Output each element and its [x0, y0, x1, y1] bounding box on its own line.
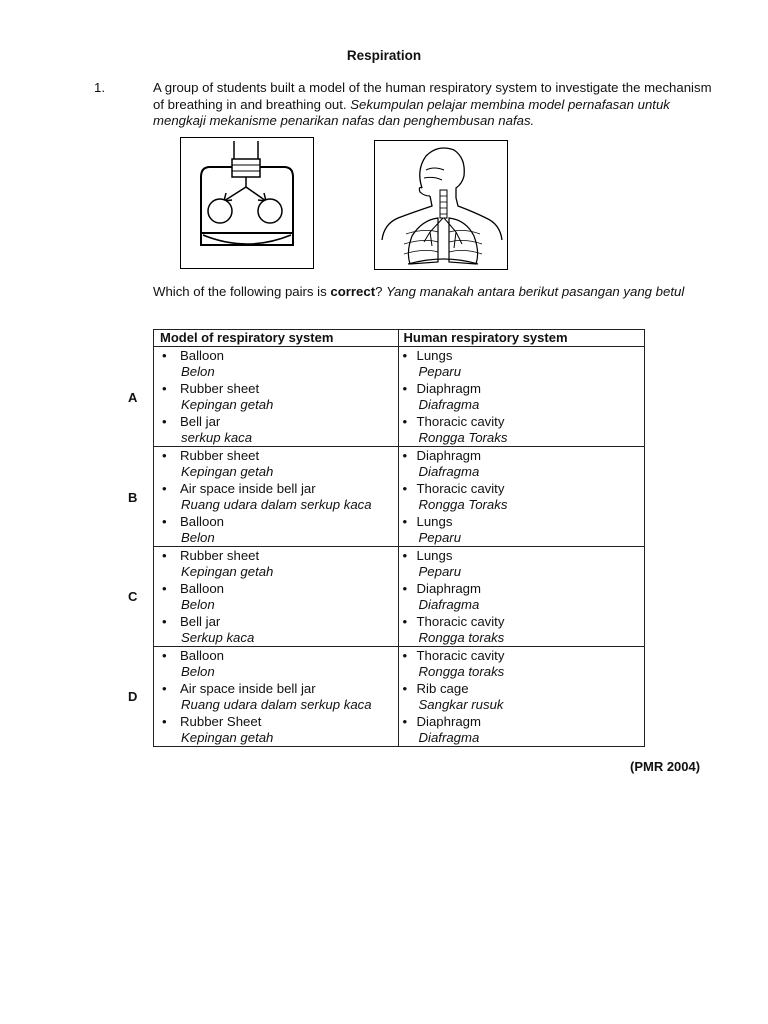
column-header-human: Human respiratory system	[398, 330, 645, 347]
item-translation: Belon	[181, 597, 215, 613]
item-label: Balloon	[180, 580, 224, 596]
item-label: Rubber sheet	[180, 380, 260, 396]
item-label: Balloon	[180, 513, 224, 529]
bullet-icon: •	[162, 648, 167, 663]
answer-options-table	[153, 329, 645, 747]
bullet-icon: •	[162, 413, 167, 429]
bell-jar-model-figure	[180, 137, 314, 269]
bullet-icon: •	[402, 380, 408, 396]
list-item	[399, 548, 645, 564]
item-translation: Rongga Toraks	[418, 430, 508, 446]
item-label: Rubber sheet	[180, 548, 260, 563]
item-translation: Rongga Toraks	[418, 497, 508, 513]
prompt-text-bold: correct	[330, 284, 376, 299]
question-text	[153, 80, 713, 130]
option-letter: D	[128, 688, 138, 704]
bullet-icon: •	[162, 680, 167, 696]
list-item	[154, 548, 398, 564]
list-item	[154, 614, 398, 630]
list-item	[154, 348, 398, 364]
table-row	[154, 347, 645, 447]
model-cell	[154, 347, 399, 447]
question-number: 1.	[94, 80, 105, 95]
table-header-row	[154, 330, 645, 347]
bullet-icon: •	[402, 348, 408, 363]
list-item	[154, 714, 398, 730]
item-label: Balloon	[180, 348, 224, 363]
item-label: Bell jar	[180, 413, 221, 429]
item-label: Thoracic cavity	[416, 413, 505, 429]
list-item	[154, 681, 398, 697]
item-label: Diaphragm	[416, 580, 482, 596]
list-item	[154, 381, 398, 397]
item-translation: Kepingan getah	[181, 730, 274, 746]
list-item	[399, 414, 645, 430]
item-translation: Belon	[181, 364, 215, 380]
item-label: Diaphragm	[416, 713, 482, 729]
item-translation: Diafragma	[418, 397, 480, 413]
bullet-icon: •	[162, 448, 167, 463]
list-item	[154, 581, 398, 597]
list-item	[154, 514, 398, 530]
source-label: (PMR 2004)	[630, 759, 701, 774]
item-translation: serkup kaca	[181, 430, 253, 446]
option-letter: C	[128, 589, 138, 604]
item-label: Thoracic cavity	[416, 613, 505, 629]
item-translation: Diafragma	[418, 730, 480, 746]
human-cell	[398, 547, 645, 647]
list-item	[154, 648, 398, 664]
list-item	[399, 381, 645, 397]
table-row	[154, 447, 645, 547]
list-item	[399, 348, 645, 364]
column-header-model: Model of respiratory system	[154, 330, 399, 347]
item-translation: Ruang udara dalam serkup kaca	[181, 497, 372, 513]
item-label: Rubber Sheet	[180, 713, 262, 729]
table-row	[154, 647, 645, 747]
question-text-english: A group of students built a model of the human respiratory system to investigate the mechanism of breathing in and breathing out.	[153, 80, 712, 112]
item-label: Lungs	[416, 548, 453, 563]
bullet-icon: •	[402, 648, 408, 663]
bullet-icon: •	[162, 713, 167, 729]
human-cell	[398, 647, 645, 747]
prompt-text-post: ?	[375, 284, 383, 299]
item-translation: Kepingan getah	[181, 397, 274, 413]
model-cell	[154, 447, 399, 547]
item-label: Rib cage	[416, 680, 469, 696]
item-translation: Belon	[181, 530, 215, 546]
list-item	[399, 514, 645, 530]
item-translation: Ruang udara dalam serkup kaca	[181, 697, 372, 713]
list-item	[154, 481, 398, 497]
list-item	[399, 714, 645, 730]
model-cell	[154, 547, 399, 647]
prompt-text-pre: Which of the following pairs is	[153, 284, 327, 299]
bullet-icon: •	[162, 613, 167, 629]
item-translation: Belon	[181, 664, 215, 680]
item-label: Lungs	[416, 348, 453, 363]
item-translation: Peparu	[418, 364, 462, 380]
bullet-icon: •	[402, 448, 408, 463]
human-cell	[398, 447, 645, 547]
item-label: Air space inside bell jar	[180, 480, 316, 496]
item-label: Diaphragm	[416, 448, 482, 463]
item-label: Lungs	[416, 513, 453, 529]
list-item	[399, 481, 645, 497]
bullet-icon: •	[162, 480, 167, 496]
item-translation: Diafragma	[418, 464, 480, 480]
bullet-icon: •	[402, 548, 408, 563]
item-translation: Kepingan getah	[181, 464, 274, 480]
model-cell	[154, 647, 399, 747]
option-letter: A	[128, 390, 138, 405]
list-item	[399, 648, 645, 664]
item-label: Air space inside bell jar	[180, 680, 316, 696]
prompt-text-malay: Yang manakah antara berikut pasangan yang betul	[386, 284, 685, 299]
list-item	[399, 448, 645, 464]
option-letter: B	[128, 489, 138, 505]
question-prompt	[153, 284, 713, 300]
bullet-icon: •	[162, 580, 167, 596]
item-label: Balloon	[180, 648, 224, 663]
item-translation: Peparu	[418, 564, 462, 580]
bullet-icon: •	[162, 348, 167, 363]
item-label: Thoracic cavity	[416, 648, 505, 663]
item-label: Bell jar	[180, 613, 221, 629]
item-label: Diaphragm	[416, 380, 482, 396]
item-label: Rubber sheet	[180, 448, 260, 463]
bullet-icon: •	[162, 380, 167, 396]
list-item	[399, 681, 645, 697]
list-item	[399, 581, 645, 597]
item-translation: Serkup kaca	[181, 630, 255, 646]
item-translation: Peparu	[418, 530, 462, 546]
item-label: Thoracic cavity	[416, 480, 505, 496]
human-respiratory-system-figure	[374, 140, 508, 270]
list-item	[399, 614, 645, 630]
bullet-icon: •	[402, 480, 408, 496]
item-translation: Rongga toraks	[418, 664, 505, 680]
item-translation: Kepingan getah	[181, 564, 274, 580]
bullet-icon: •	[402, 513, 408, 529]
human-cell	[398, 347, 645, 447]
table-row	[154, 547, 645, 647]
list-item	[154, 448, 398, 464]
list-item	[154, 414, 398, 430]
bullet-icon: •	[402, 613, 408, 629]
bullet-icon: •	[402, 580, 408, 596]
bullet-icon: •	[162, 548, 167, 563]
bullet-icon: •	[402, 713, 408, 729]
item-translation: Rongga toraks	[418, 630, 505, 646]
bullet-icon: •	[402, 413, 408, 429]
bullet-icon: •	[402, 680, 408, 696]
question-text-malay: Sekumpulan pelajar membina model pernafasan untuk mengkaji mekanisme penarikan nafas dan penghembusan nafas.	[153, 96, 670, 128]
item-translation: Sangkar rusuk	[418, 697, 504, 713]
bullet-icon: •	[162, 513, 167, 529]
item-translation: Diafragma	[418, 597, 480, 613]
page-title: Respiration	[346, 48, 422, 63]
